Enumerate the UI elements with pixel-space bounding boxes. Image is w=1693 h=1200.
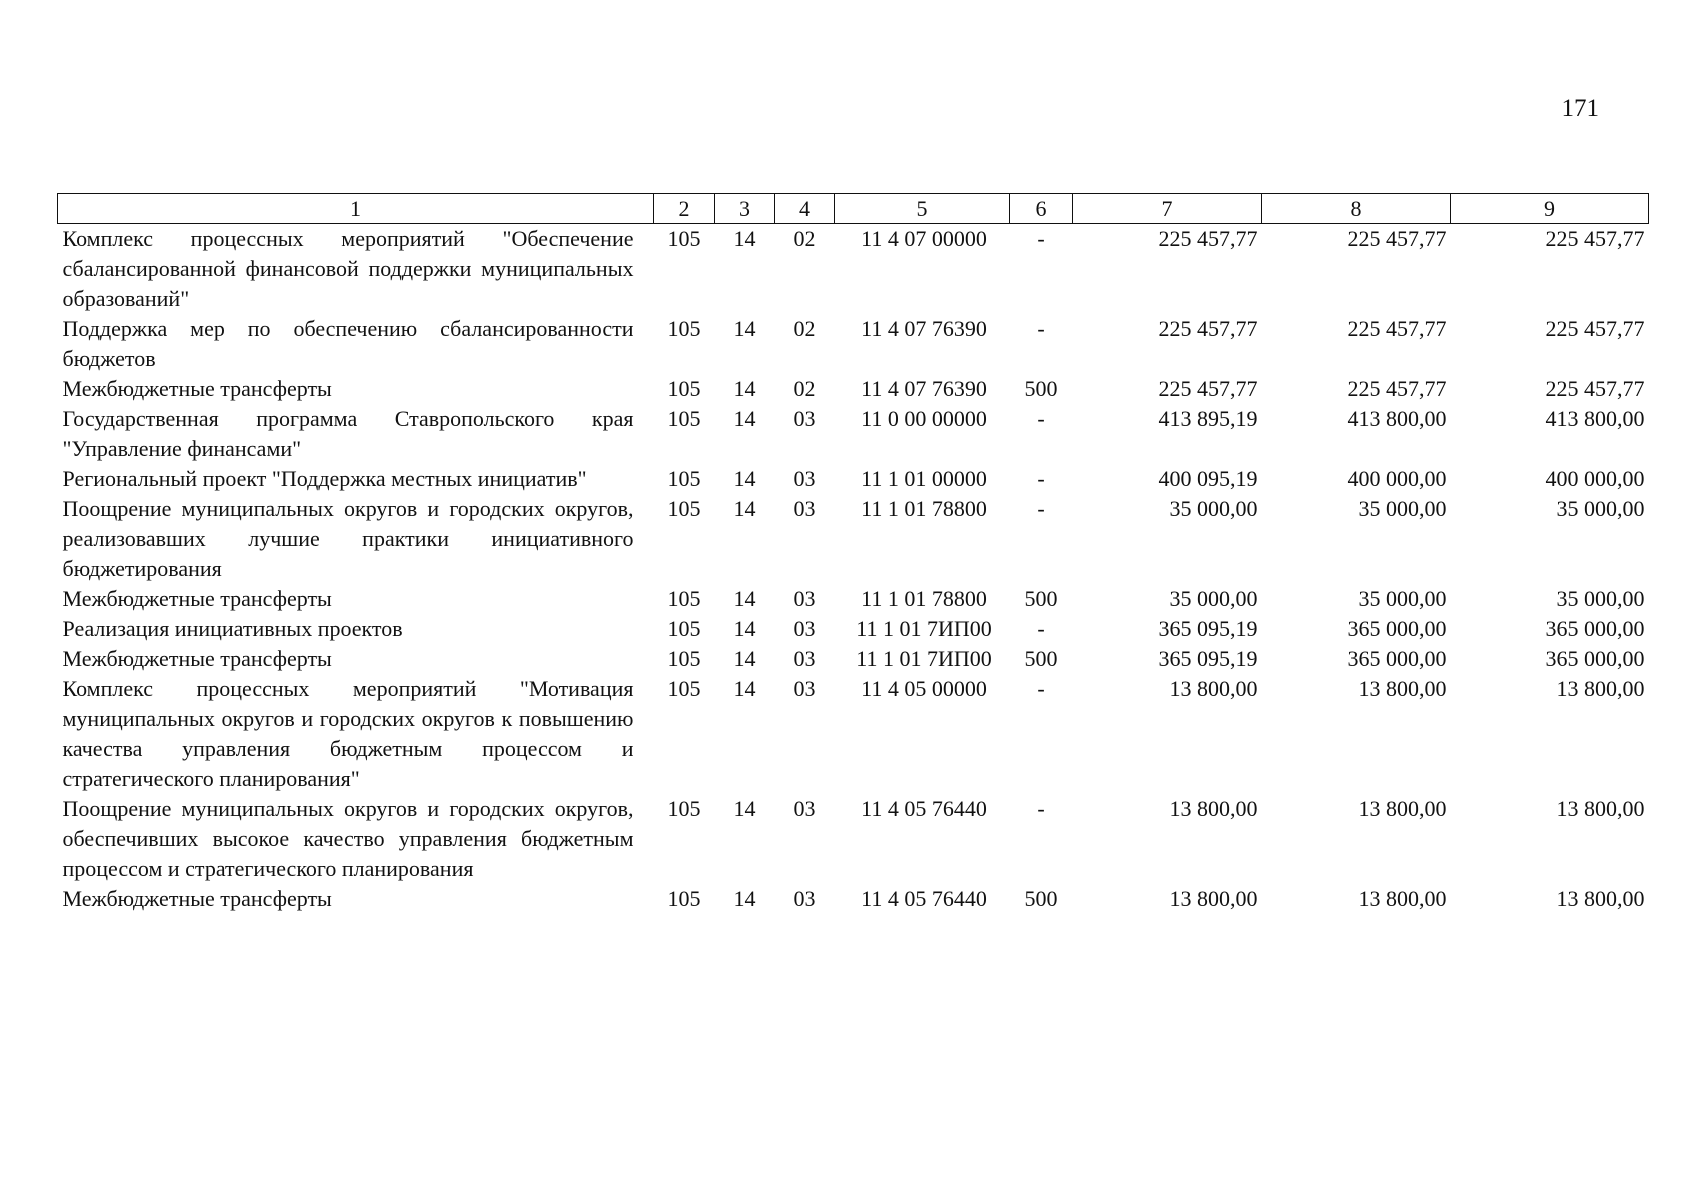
table-row	[58, 584, 1649, 614]
row-c9-cell: 225 457,77	[1545, 316, 1645, 341]
row-name-cell: Межбюджетные трансферты	[62, 376, 332, 401]
row-c6-cell: -	[1037, 466, 1045, 491]
row-c7-cell: 365 095,19	[1158, 616, 1258, 641]
row-c3-cell: 14	[733, 586, 756, 611]
row-c6-cell: -	[1037, 616, 1045, 641]
row-name-cell: Комплекс процессных мероприятий "Мотивация муниципальных округов и городских округов к повышению качества управления бюджетным процессом и стратегического планирования"	[62, 676, 634, 791]
row-c4-cell: 03	[793, 796, 816, 821]
page-number: 171	[1561, 95, 1599, 122]
row-c8-cell: 400 000,00	[1347, 466, 1447, 491]
row-c5-cell: 11 1 01 00000	[861, 466, 987, 491]
row-c8-cell: 225 457,77	[1347, 226, 1447, 251]
budget-table	[57, 193, 1649, 914]
row-c6-cell: 500	[1024, 376, 1058, 401]
row-name-cell: Поддержка мер по обеспечению сбалансированности бюджетов	[62, 316, 634, 371]
row-c3-cell: 14	[733, 406, 756, 431]
row-c4-cell: 03	[793, 646, 816, 671]
column-header: 6	[1010, 194, 1073, 224]
row-c3-cell: 14	[733, 796, 756, 821]
row-c6-cell: -	[1037, 406, 1045, 431]
table-row	[58, 644, 1649, 674]
row-c2-cell: 105	[667, 406, 701, 431]
table-row	[58, 224, 1649, 315]
table-row	[58, 674, 1649, 794]
row-c6-cell: -	[1037, 316, 1045, 341]
column-header: 3	[715, 194, 775, 224]
row-name-cell: Межбюджетные трансферты	[62, 646, 332, 671]
column-header: 4	[775, 194, 835, 224]
table-row	[58, 374, 1649, 404]
row-c5-cell: 11 1 01 78800	[861, 496, 987, 521]
row-c8-cell: 413 800,00	[1347, 406, 1447, 431]
row-name-cell: Комплекс процессных мероприятий "Обеспечение сбалансированной финансовой поддержки муниципальных образований"	[62, 226, 634, 311]
row-c7-cell: 13 800,00	[1169, 676, 1258, 701]
row-c9-cell: 35 000,00	[1556, 496, 1645, 521]
row-c9-cell: 13 800,00	[1556, 886, 1645, 911]
row-c5-cell: 11 4 07 76390	[861, 316, 987, 341]
row-c7-cell: 35 000,00	[1169, 586, 1258, 611]
column-header: 8	[1262, 194, 1451, 224]
row-c8-cell: 225 457,77	[1347, 316, 1447, 341]
row-c7-cell: 400 095,19	[1158, 466, 1258, 491]
column-header: 5	[835, 194, 1010, 224]
table-row	[58, 614, 1649, 644]
row-c7-cell: 365 095,19	[1158, 646, 1258, 671]
row-name-cell: Региональный проект "Поддержка местных инициатив"	[62, 466, 587, 491]
row-c9-cell: 13 800,00	[1556, 676, 1645, 701]
row-c5-cell: 11 4 05 76440	[861, 886, 987, 911]
column-header: 1	[58, 194, 654, 224]
row-c4-cell: 02	[793, 316, 816, 341]
row-c7-cell: 413 895,19	[1158, 406, 1258, 431]
row-c5-cell: 11 0 00 00000	[861, 406, 987, 431]
row-c9-cell: 225 457,77	[1545, 226, 1645, 251]
row-c7-cell: 225 457,77	[1158, 376, 1258, 401]
row-c6-cell: -	[1037, 496, 1045, 521]
row-c3-cell: 14	[733, 616, 756, 641]
row-c8-cell: 35 000,00	[1358, 586, 1447, 611]
table-row	[58, 464, 1649, 494]
row-c9-cell: 365 000,00	[1545, 646, 1645, 671]
row-c4-cell: 03	[793, 676, 816, 701]
row-c4-cell: 03	[793, 886, 816, 911]
row-c4-cell: 03	[793, 466, 816, 491]
header-row	[58, 194, 1649, 224]
row-c5-cell: 11 1 01 7ИП00	[856, 616, 992, 641]
row-c5-cell: 11 4 05 76440	[861, 796, 987, 821]
row-c8-cell: 365 000,00	[1347, 646, 1447, 671]
row-c2-cell: 105	[667, 466, 701, 491]
table-row	[58, 884, 1649, 914]
table-row	[58, 404, 1649, 464]
table-row	[58, 314, 1649, 374]
row-c3-cell: 14	[733, 376, 756, 401]
row-c3-cell: 14	[733, 316, 756, 341]
row-c4-cell: 03	[793, 406, 816, 431]
row-c3-cell: 14	[733, 886, 756, 911]
row-name-cell: Реализация инициативных проектов	[62, 616, 403, 641]
row-c2-cell: 105	[667, 496, 701, 521]
row-c9-cell: 13 800,00	[1556, 796, 1645, 821]
row-c8-cell: 365 000,00	[1347, 616, 1447, 641]
row-c4-cell: 03	[793, 496, 816, 521]
table-row	[58, 494, 1649, 584]
row-c8-cell: 13 800,00	[1358, 886, 1447, 911]
row-c4-cell: 03	[793, 616, 816, 641]
row-c7-cell: 13 800,00	[1169, 886, 1258, 911]
row-c9-cell: 225 457,77	[1545, 376, 1645, 401]
row-name-cell: Поощрение муниципальных округов и городских округов, обеспечивших высокое качество управления бюджетным процессом и стратегического планирования	[62, 796, 634, 881]
column-header: 7	[1073, 194, 1262, 224]
row-c4-cell: 02	[793, 376, 816, 401]
row-c8-cell: 35 000,00	[1358, 496, 1447, 521]
row-c2-cell: 105	[667, 316, 701, 341]
row-c4-cell: 03	[793, 586, 816, 611]
row-name-cell: Государственная программа Ставропольского края "Управление финансами"	[62, 406, 634, 461]
row-c8-cell: 225 457,77	[1347, 376, 1447, 401]
column-header: 2	[654, 194, 715, 224]
column-header: 9	[1451, 194, 1649, 224]
row-c9-cell: 413 800,00	[1545, 406, 1645, 431]
row-c9-cell: 365 000,00	[1545, 616, 1645, 641]
row-c7-cell: 225 457,77	[1158, 226, 1258, 251]
row-c6-cell: -	[1037, 226, 1045, 251]
row-c5-cell: 11 4 05 00000	[861, 676, 987, 701]
row-c5-cell: 11 4 07 76390	[861, 376, 987, 401]
row-c3-cell: 14	[733, 226, 756, 251]
row-c9-cell: 35 000,00	[1556, 586, 1645, 611]
row-c6-cell: 500	[1024, 586, 1058, 611]
row-c3-cell: 14	[733, 496, 756, 521]
row-c5-cell: 11 1 01 78800	[861, 586, 987, 611]
row-c2-cell: 105	[667, 676, 701, 701]
row-name-cell: Поощрение муниципальных округов и городских округов, реализовавших лучшие практики инициативного бюджетирования	[62, 496, 634, 581]
row-c8-cell: 13 800,00	[1358, 796, 1447, 821]
row-c6-cell: -	[1037, 676, 1045, 701]
table-row	[58, 794, 1649, 884]
row-c5-cell: 11 4 07 00000	[861, 226, 987, 251]
row-c4-cell: 02	[793, 226, 816, 251]
table-body	[58, 224, 1649, 915]
row-c2-cell: 105	[667, 646, 701, 671]
row-c2-cell: 105	[667, 616, 701, 641]
row-c7-cell: 13 800,00	[1169, 796, 1258, 821]
row-c5-cell: 11 1 01 7ИП00	[856, 646, 992, 671]
row-c9-cell: 400 000,00	[1545, 466, 1645, 491]
row-c2-cell: 105	[667, 586, 701, 611]
row-c8-cell: 13 800,00	[1358, 676, 1447, 701]
row-c6-cell: -	[1037, 796, 1045, 821]
row-c3-cell: 14	[733, 646, 756, 671]
row-c6-cell: 500	[1024, 886, 1058, 911]
row-c7-cell: 35 000,00	[1169, 496, 1258, 521]
row-c3-cell: 14	[733, 676, 756, 701]
row-c3-cell: 14	[733, 466, 756, 491]
row-name-cell: Межбюджетные трансферты	[62, 886, 332, 911]
row-c2-cell: 105	[667, 886, 701, 911]
row-c6-cell: 500	[1024, 646, 1058, 671]
row-c2-cell: 105	[667, 796, 701, 821]
row-c2-cell: 105	[667, 376, 701, 401]
row-c2-cell: 105	[667, 226, 701, 251]
row-c7-cell: 225 457,77	[1158, 316, 1258, 341]
row-name-cell: Межбюджетные трансферты	[62, 586, 332, 611]
